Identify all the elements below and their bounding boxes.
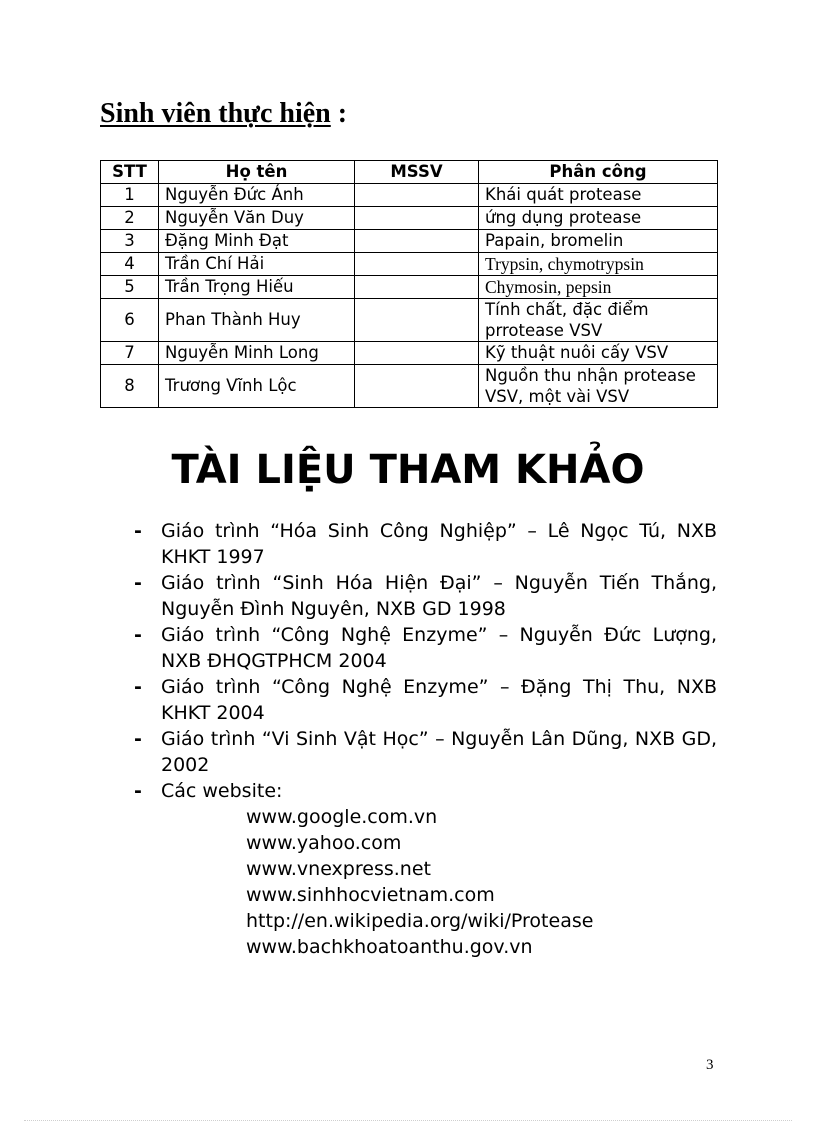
- student-table: [100, 160, 718, 408]
- reference-text: Giáo trình “Sinh Hóa Hiện Đại” – Nguyễn Tiến Thắng, Nguyễn Đình Nguyên, NXB GD 1998: [161, 572, 717, 620]
- website-link[interactable]: www.google.com.vn: [246, 806, 438, 828]
- bullet-dash: -: [134, 676, 142, 698]
- cell-mssv: [355, 253, 479, 276]
- cell-stt: 1: [101, 184, 159, 207]
- cell-mssv: [355, 342, 479, 365]
- table-row: [101, 253, 718, 276]
- header-task: Phân công: [479, 161, 718, 184]
- cell-stt: 2: [101, 207, 159, 230]
- table-header-row: [101, 161, 718, 184]
- reference-item: [134, 570, 717, 622]
- section-heading: [100, 98, 347, 130]
- header-name: Họ tên: [159, 161, 355, 184]
- cell-name: Nguyễn Đức Ánh: [159, 184, 355, 207]
- cell-task: Khái quát protease: [479, 184, 718, 207]
- website-link[interactable]: www.yahoo.com: [246, 832, 402, 854]
- cell-mssv: [355, 299, 479, 342]
- header-stt: STT: [101, 161, 159, 184]
- cell-stt: 6: [101, 299, 159, 342]
- cell-mssv: [355, 365, 479, 408]
- reference-text: Giáo trình “Vi Sinh Vật Học” – Nguyễn Lân Dũng, NXB GD, 2002: [161, 728, 717, 776]
- reference-item: [134, 726, 717, 778]
- website-link[interactable]: www.vnexpress.net: [246, 858, 431, 880]
- table-row: [101, 207, 718, 230]
- references-list: [134, 518, 717, 960]
- cell-mssv: [355, 207, 479, 230]
- page-number: 3: [706, 1057, 714, 1073]
- cell-mssv: [355, 184, 479, 207]
- table-row: [101, 184, 718, 207]
- website-link[interactable]: www.sinhhocvietnam.com: [246, 884, 495, 906]
- cell-task: Nguồn thu nhận protease VSV, một vài VSV: [479, 365, 718, 408]
- cell-task: Kỹ thuật nuôi cấy VSV: [479, 342, 718, 365]
- cell-task: Trypsin, chymotrypsin: [479, 253, 718, 276]
- reference-text: Giáo trình “Công Nghệ Enzyme” – Nguyễn Đức Lượng, NXB ĐHQGTPHCM 2004: [161, 624, 717, 672]
- bullet-dash: -: [134, 624, 142, 646]
- cell-name: Trần Chí Hải: [159, 253, 355, 276]
- reference-item: [134, 674, 717, 726]
- header-mssv: MSSV: [355, 161, 479, 184]
- cell-name: Nguyễn Minh Long: [159, 342, 355, 365]
- bullet-dash: -: [134, 572, 142, 594]
- cell-task: Chymosin, pepsin: [479, 276, 718, 299]
- website-link[interactable]: http://en.wikipedia.org/wiki/Protease: [246, 910, 594, 932]
- website-list: [161, 804, 717, 960]
- cell-task: Tính chất, đặc điểm prrotease VSV: [479, 299, 718, 342]
- cell-name: Trương Vĩnh Lộc: [159, 365, 355, 408]
- page-bottom-divider: [24, 1120, 792, 1121]
- reference-text: Giáo trình “Hóa Sinh Công Nghiệp” – Lê Ngọc Tú, NXB KHKT 1997: [161, 520, 717, 568]
- cell-name: Nguyễn Văn Duy: [159, 207, 355, 230]
- website-link[interactable]: www.bachkhoatoanthu.gov.vn: [246, 936, 533, 958]
- reference-item: [134, 622, 717, 674]
- cell-mssv: [355, 230, 479, 253]
- reference-item: [134, 518, 717, 570]
- table-row: [101, 365, 718, 408]
- bullet-dash: -: [134, 728, 142, 750]
- cell-task: Papain, bromelin: [479, 230, 718, 253]
- bullet-dash: -: [134, 780, 142, 802]
- heading-colon: :: [330, 98, 348, 129]
- table-row: [101, 276, 718, 299]
- cell-name: Phan Thành Huy: [159, 299, 355, 342]
- table-row: [101, 230, 718, 253]
- table-row: [101, 342, 718, 365]
- reference-text: Các website:: [161, 780, 283, 802]
- cell-stt: 5: [101, 276, 159, 299]
- references-title: TÀI LIỆU THAM KHẢO: [171, 447, 645, 493]
- cell-name: Trần Trọng Hiếu: [159, 276, 355, 299]
- heading-text: Sinh viên thực hiện: [100, 98, 331, 129]
- cell-stt: 8: [101, 365, 159, 408]
- cell-name: Đặng Minh Đạt: [159, 230, 355, 253]
- reference-item: [134, 778, 717, 960]
- reference-text: Giáo trình “Công Nghệ Enzyme” – Đặng Thị Thu, NXB KHKT 2004: [161, 676, 717, 724]
- cell-stt: 4: [101, 253, 159, 276]
- cell-mssv: [355, 276, 479, 299]
- cell-stt: 7: [101, 342, 159, 365]
- bullet-dash: -: [134, 520, 142, 542]
- cell-task: ứng dụng protease: [479, 207, 718, 230]
- table-row: [101, 299, 718, 342]
- cell-stt: 3: [101, 230, 159, 253]
